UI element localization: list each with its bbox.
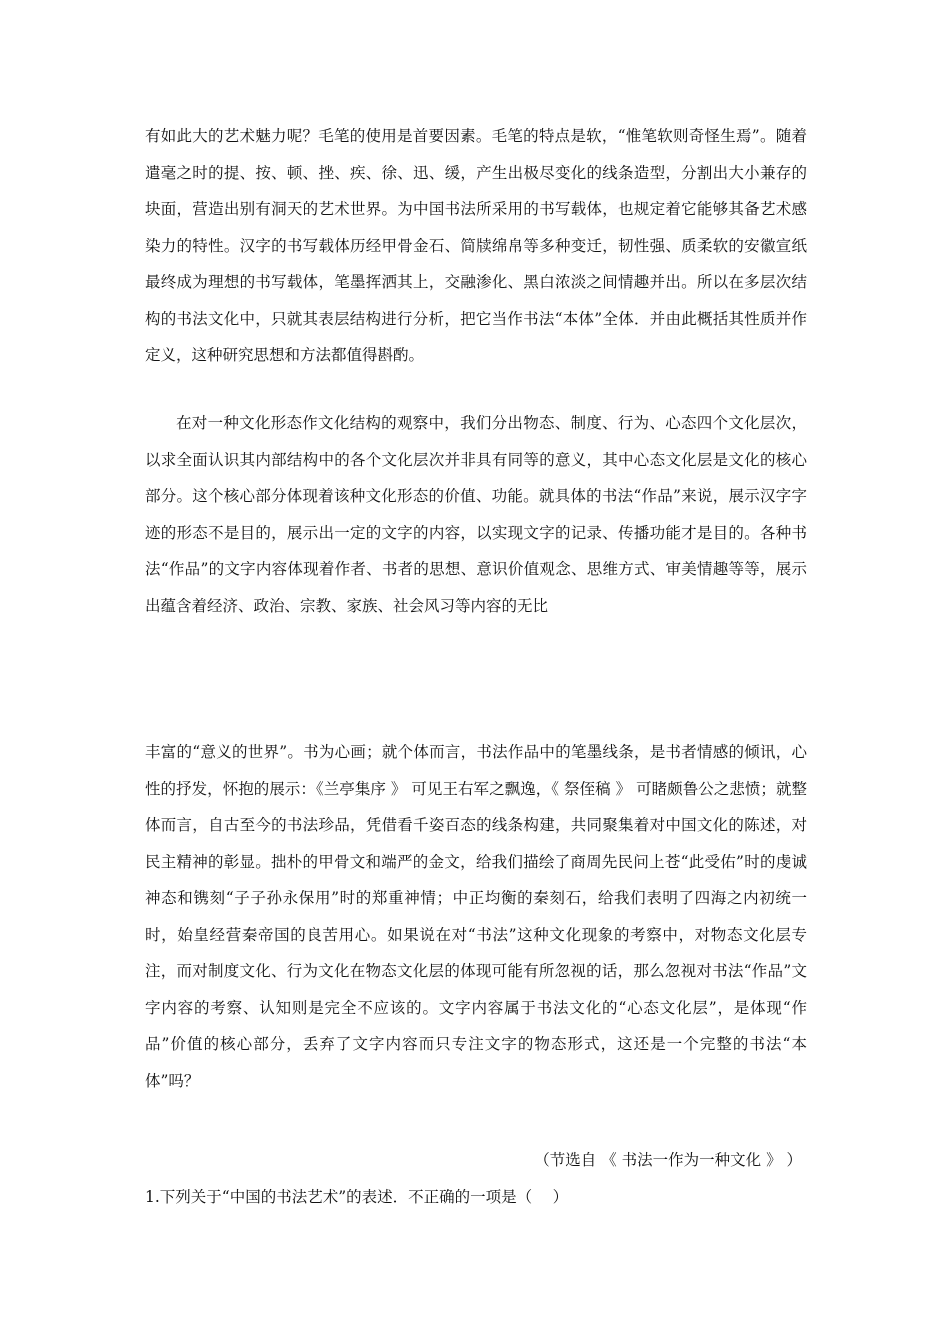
paragraph-3: 丰富的“意义的世界”。书为心画；就个体而言，书法作品中的笔墨线条，是书者情感的倾讯，心性的抒发，怀抱的展示：《兰亭集序 》 可见王右军之飘逸，《 祭侄稿 》 可睹颇鲁公之悲愤；就整体而言，自古至今的书法珍品，凭借看千姿百态的线条构建，共同聚集着对中国文化的陈述，对民主精神的彰显。拙朴的甲骨文和端严的金文，给我们描绘了商周先民问上苍“此受佑”时的虔诚神态和镌刻“子子孙永保用”时的郑重神情；中正均衡的秦刻石，给我们表明了四海之内初统一时，始皇经营秦帝国的良苦用心。如果说在对“书法”这种文化现象的考察中，对物态文化层专注，而对制度文化、行为文化在物态文化层的体现可能有所忽视的话，那么忽视对书法“作品”文字内容的考察、认知则是完全不应该的。文字内容属于书法文化的“心态文化层”，是体现“作品”价值的核心部分，丢弃了文字内容而只专注文字的物态形式，这还是一个完整的书法“本体”吗？ [145, 743, 807, 1090]
paragraph-2: 在对一种文化形态作文化结构的观察中，我们分出物态、制度、行为、心态四个文化层次，以求全面认识其内部结构中的各个文化层次并非具有同等的意义，其中心态文化层是文化的核心部分。这个核心部分体现着该种文化形态的价值、功能。就具体的书法“作品”来说，展示汉字字迹的形态不是目的，展示出一定的文字的内容，以实现文字的记录、传播功能才是目的。各种书法“作品”的文字内容体现着作者、书者的思想、意识价值观念、思维方式、审美情趣等等，展示出蕴含着经济、政治、宗教、家族、社会风习等内容的无比 [145, 414, 807, 615]
source-citation: （节选自 《 书法一作为一种文化 》 ） [534, 1151, 802, 1169]
question-1: 1.下列关于“中国的书法艺术”的表述．不正确的一项是（ ） [145, 1188, 569, 1206]
paragraph-1: 有如此大的艺术魅力呢？毛笔的使用是首要因素。毛笔的特点是软，“惟笔软则奇怪生焉”。随着遣毫之时的提、按、顿、挫、疾、徐、迅、缓，产生出极尽变化的线条造型，分割出大小兼存的块面，营造出别有洞天的艺术世界。为中国书法所采用的书写载体，也规定着它能够其备艺术感染力的特性。汉字的书写载体历经甲骨金石、简牍绵帛等多种变迁，韧性强、质柔软的安徽宣纸最终成为理想的书写载体，笔墨挥洒其上，交融渗化、黑白浓淡之间情趣并出。所以在多层次结构的书法文化中，只就其表层结构进行分析，把它当作书法“本体”全体．并由此概括其性质并作定义，这种研究思想和方法都值得斟酌。 [145, 127, 807, 364]
